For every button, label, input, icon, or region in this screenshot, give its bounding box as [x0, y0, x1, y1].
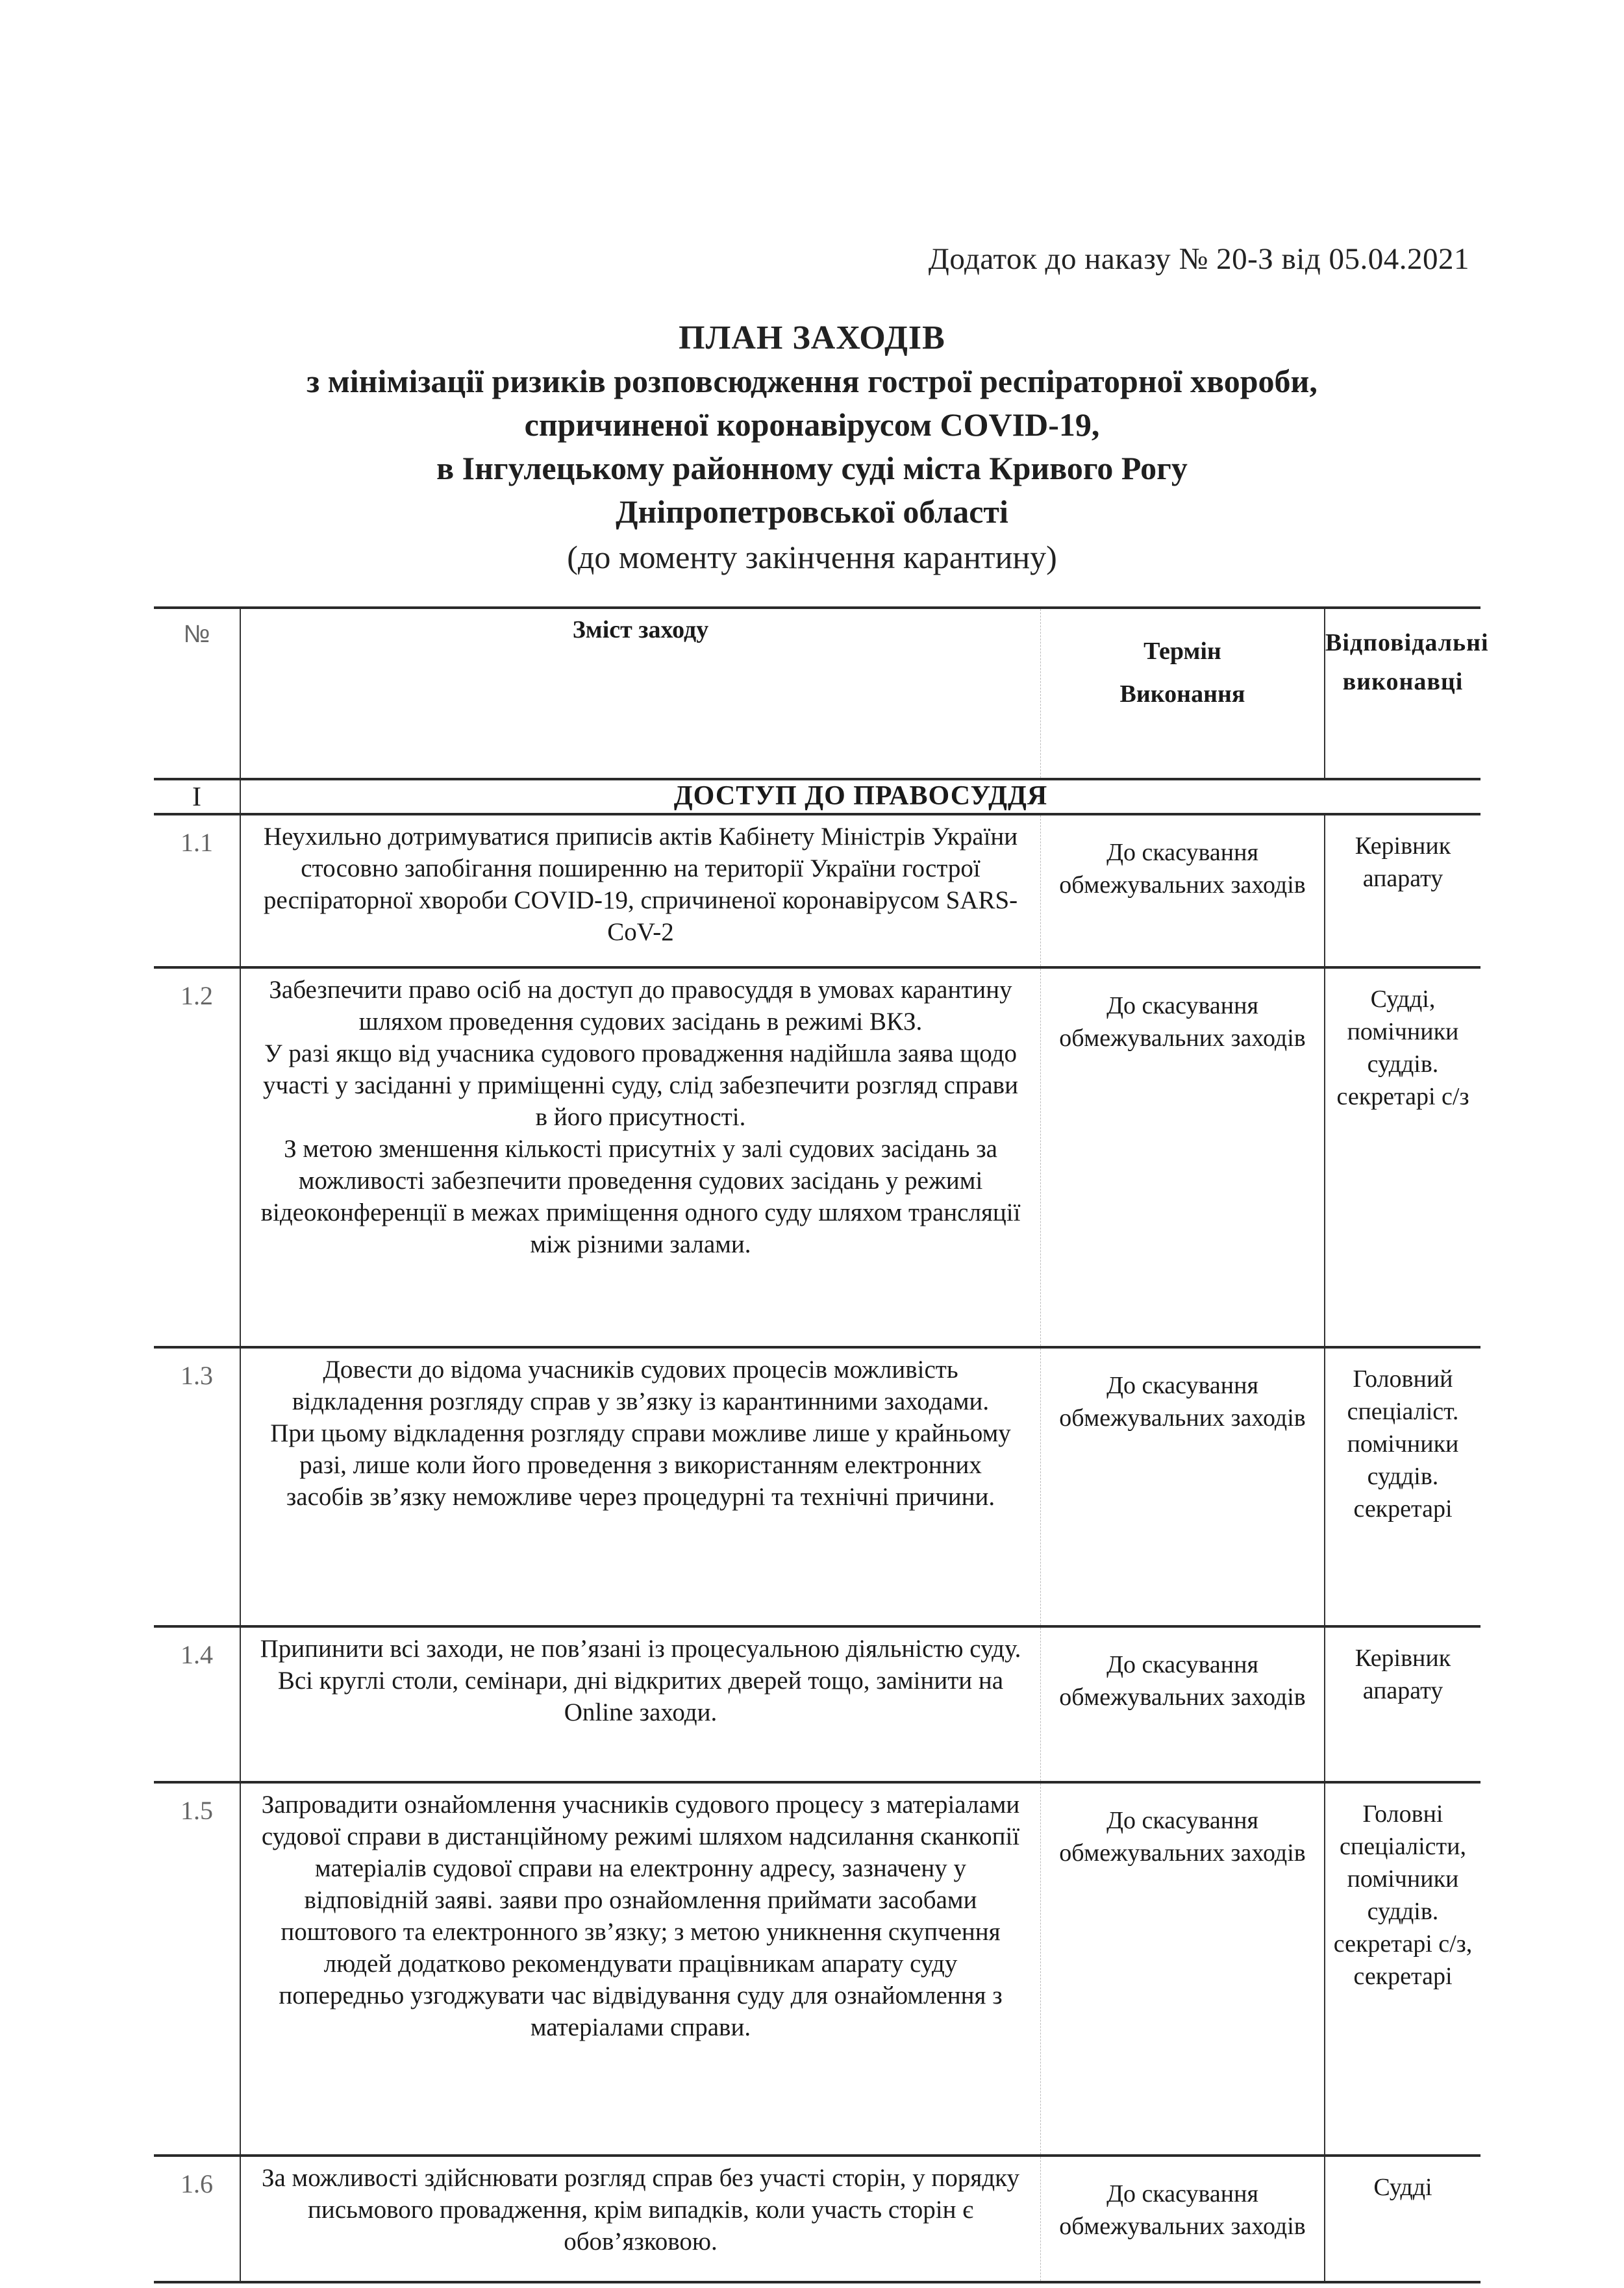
header-term [1041, 608, 1325, 779]
header-responsible [1325, 608, 1489, 779]
header-term-line1: Термін [1143, 638, 1221, 665]
section-row [154, 779, 1480, 814]
section-title: ДОСТУП ДО ПРАВОСУДДЯ [240, 779, 1480, 814]
table-header-row [154, 608, 1480, 779]
row-content [240, 2156, 1041, 2282]
row-content-paragraph: Припинити всі заходи, не пов’язані із процесуальною діяльністю суду. Всі круглі столи, семінари, дні відкритих дверей тощо, замінити на Online заходи. [260, 1635, 1021, 1726]
row-content [240, 814, 1041, 967]
row-responsible: Керівник апарату [1325, 814, 1480, 967]
row-term: До скасування обмежувальних заходів [1041, 1782, 1325, 2156]
row-number: 1.2 [154, 967, 240, 1347]
row-number: 1.4 [154, 1626, 240, 1782]
row-content [240, 967, 1041, 1347]
row-content [240, 1626, 1041, 1782]
row-responsible: Головні спеціалісти, помічники суддів. секретарі с/з, секретарі [1325, 1782, 1480, 2156]
row-content-paragraph: Забезпечити право осіб на доступ до правосуддя в умовах карантину шляхом проведення судових засідань в режимі ВКЗ. [269, 976, 1012, 1036]
row-content [240, 1782, 1041, 2156]
row-content-paragraph: Запровадити ознайомлення учасників судового процесу з матеріалами судової справи в дистанційному режимі шляхом надсилання сканкопії матеріалів судової справи на електронну адресу, зазначену у відповідній заяві. заяви про ознайомлення приймати засобами поштового та електронного зв’язку; з метою уникнення скупчення людей додатково рекомендувати працівникам апарату суду попередньо узгоджувати час відвідування суду для ознайомлення з матеріалами справи. [261, 1791, 1020, 2041]
row-term: До скасування обмежувальних заходів [1041, 967, 1325, 1347]
section-number: I [154, 779, 240, 814]
row-number: 1.1 [154, 814, 240, 967]
row-term: До скасування обмежувальних заходів [1041, 1626, 1325, 1782]
row-content-paragraph: За можливості здійснювати розгляд справ без участі сторін, у порядку письмового провадження, крім випадків, коли участь сторін є обов’язковою. [261, 2164, 1020, 2256]
subtitle-note: (до моменту закінчення карантину) [567, 539, 1057, 575]
header-number: № [154, 608, 240, 779]
table-row [154, 1347, 1480, 1626]
header-content: Зміст заходу [240, 608, 1041, 779]
table-row [154, 967, 1480, 1347]
row-content [240, 1347, 1041, 1626]
table-row [154, 2156, 1480, 2282]
header-responsible-line2: виконавці [1342, 668, 1464, 695]
row-content-paragraph: Довести до відома учасників судових процесів можливість відкладення розгляду справ у зв’язку із карантинними заходами. [292, 1356, 990, 1415]
row-term: До скасування обмежувальних заходів [1041, 814, 1325, 967]
row-content-paragraph: При цьому відкладення розгляду справи можливе лише у крайньому разі, лише коли його проведення з використанням електронних засобів зв’язку неможливе через процедурні та технічні причини. [270, 1419, 1011, 1511]
header-term-line2: Виконання [1119, 680, 1245, 708]
row-content-paragraph: З метою зменшення кількості присутніх у залі судових засідань за можливості забезпечити проведення судових засідань у режимі відеоконференції в межах приміщення одного суду шляхом трансляції між різними залами. [260, 1135, 1021, 1258]
row-number: 1.3 [154, 1347, 240, 1626]
measures-table [154, 606, 1489, 2283]
row-content-paragraph: У разі якщо від учасника судового провадження надійшла заява щодо участі у засіданні у приміщенні суду, слід забезпечити розгляд справи в його присутності. [263, 1039, 1018, 1131]
table-row [154, 1782, 1480, 2156]
subtitle-line-2: спричиненої коронавірусом COVID-19, [524, 406, 1100, 443]
row-responsible: Судді [1325, 2156, 1480, 2282]
subtitle-line-3: в Інгулецькому районному суді міста Кривого Рогу [436, 450, 1188, 486]
row-term: До скасування обмежувальних заходів [1041, 2156, 1325, 2282]
row-number: 1.5 [154, 1782, 240, 2156]
row-content-paragraph: Неухильно дотримуватися приписів актів Кабінету Міністрів України стосовно запобігання поширенню на території України гострої респіраторної хвороби COVID-19, спричиненої коронавірусом SARS-CoV-2 [263, 823, 1018, 946]
row-responsible: Судді, помічники суддів. секретарі с/з [1325, 967, 1480, 1347]
table-row [154, 814, 1480, 967]
row-responsible: Головний спеціаліст. помічники суддів. секретарі [1325, 1347, 1480, 1626]
table-row [154, 1626, 1480, 1782]
header-responsible-line1: Відповідальні [1325, 629, 1489, 656]
row-responsible: Керівник апарату [1325, 1626, 1480, 1782]
annex-reference: Додаток до наказу № 20-З від 05.04.2021 [928, 242, 1469, 276]
subtitle-line-4: Дніпропетровської області [616, 493, 1008, 530]
row-term: До скасування обмежувальних заходів [1041, 1347, 1325, 1626]
subtitle-line-1: з мінімізації ризиків розповсюдження гострої респіраторної хвороби, [306, 363, 1318, 399]
title-block [0, 317, 1624, 580]
document-title: ПЛАН ЗАХОДІВ [679, 319, 945, 356]
row-number: 1.6 [154, 2156, 240, 2282]
